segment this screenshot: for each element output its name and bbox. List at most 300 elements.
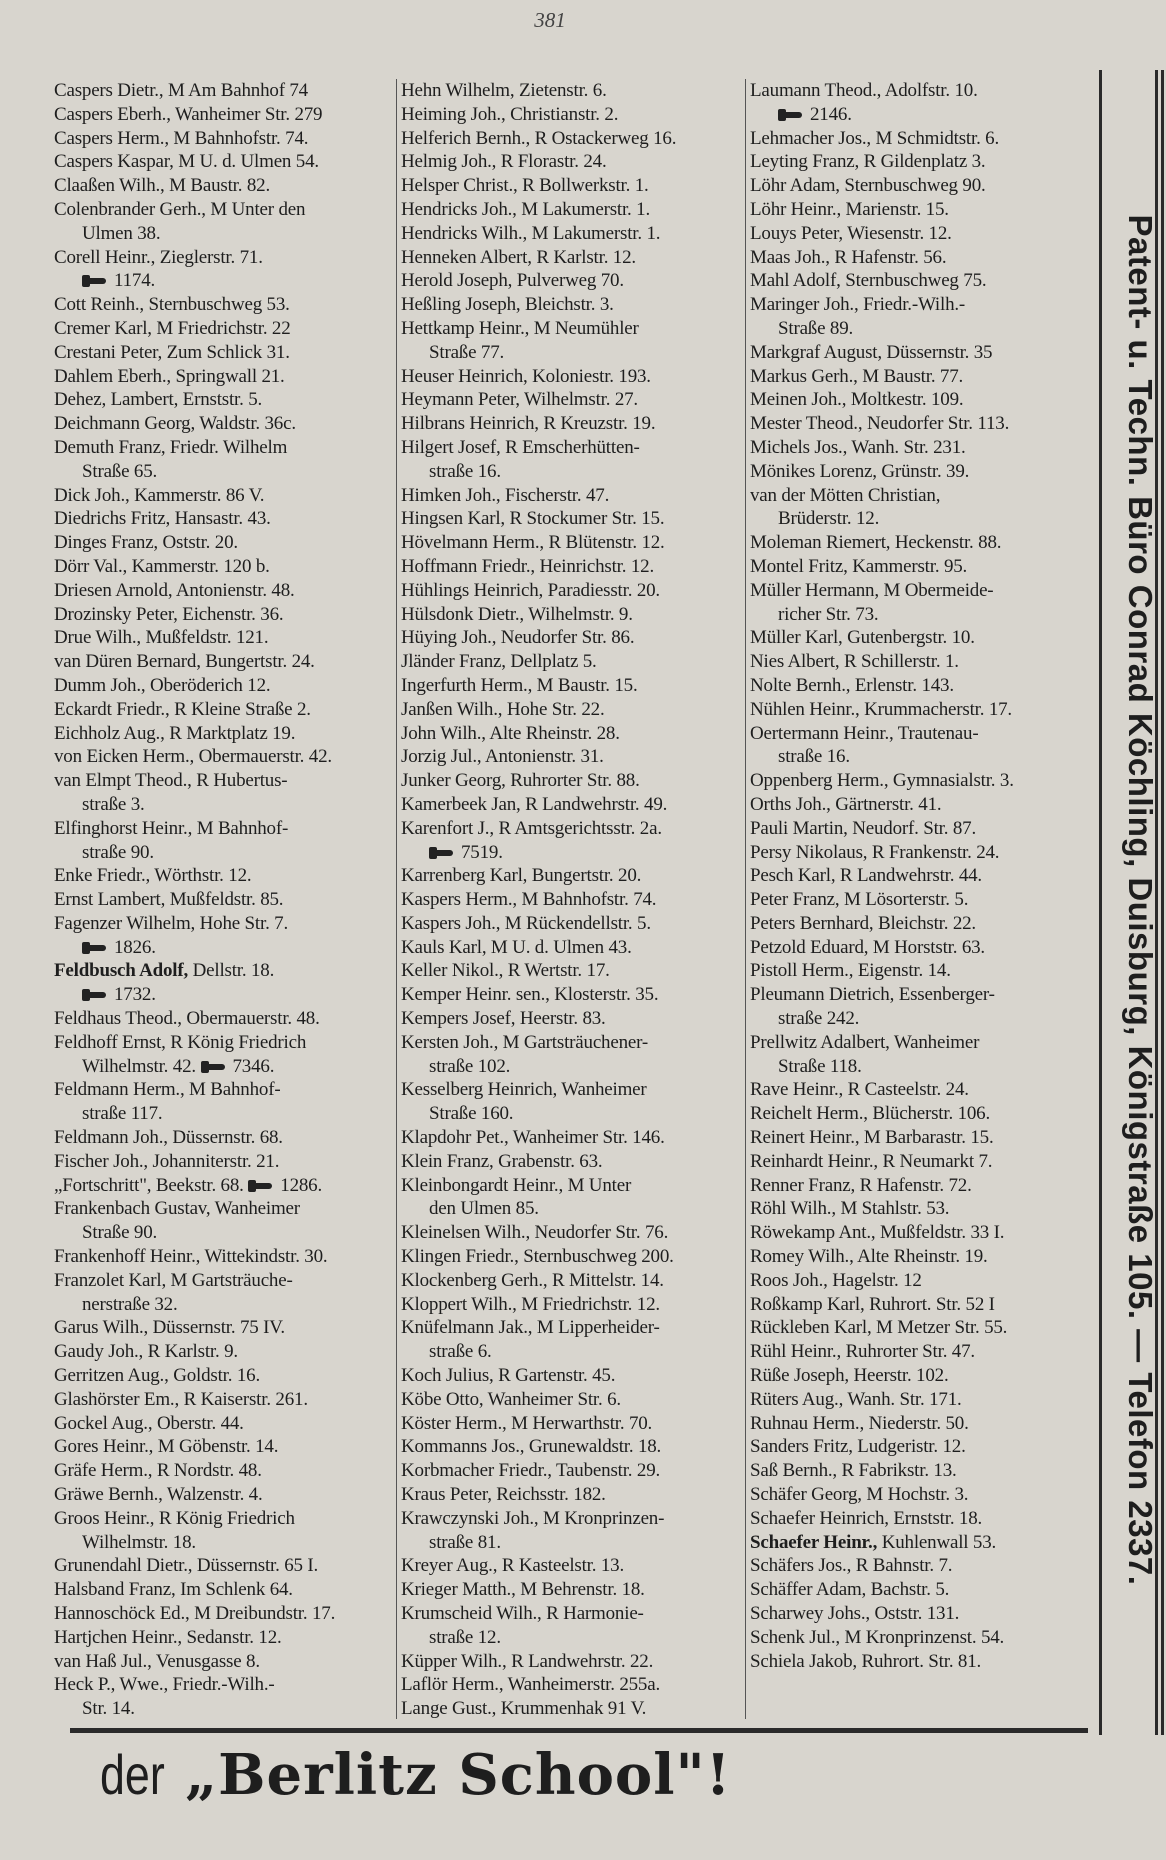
entry-continuation-line <box>54 983 396 1007</box>
entry-text: Löhr Heinr., Marienstr. 15. <box>750 198 949 220</box>
entry-text: Hüying Joh., Neudorfer Str. 86. <box>401 627 635 649</box>
entry-text: Kamerbeek Jan, R Landwehrstr. 49. <box>401 793 668 815</box>
entry-text: Maringer Joh., Friedr.-Wilh.- <box>750 294 966 316</box>
directory-entry <box>54 1031 396 1055</box>
entry-text: Hülsdonk Dietr., Wilhelmstr. 9. <box>401 603 633 625</box>
entry-text: Schiela Jakob, Ruhrort. Str. 81. <box>750 1650 982 1672</box>
entry-text: Krumscheid Wilh., R Harmonie- <box>401 1603 644 1624</box>
directory-entry <box>401 769 745 793</box>
directory-entry <box>750 1245 1092 1269</box>
directory-entry <box>401 1507 745 1531</box>
entry-text: Mahl Adolf, Sternbuschweg 75. <box>750 270 987 292</box>
directory-entry <box>401 1578 745 1602</box>
directory-entry <box>54 1269 396 1293</box>
telephone-icon <box>82 942 108 954</box>
directory-entry <box>401 793 745 817</box>
entry-text: Hilbrans Heinrich, R Kreuzstr. 19. <box>401 413 656 435</box>
directory-entry <box>750 1102 1092 1126</box>
entry-text: Kemper Heinr. sen., Klosterstr. 35. <box>401 984 659 1006</box>
entry-text: Hoffmann Friedr., Heinrichstr. 12. <box>401 555 655 577</box>
directory-entry <box>750 674 1092 698</box>
directory-entry <box>54 864 396 888</box>
directory-entry <box>54 531 396 555</box>
entry-text: Leyting Franz, R Gildenplatz 3. <box>750 151 986 173</box>
entry-text: Halsband Franz, Im Schlenk 64. <box>54 1579 293 1601</box>
entry-text: Kleinelsen Wilh., Neudorfer Str. 76. <box>401 1222 669 1244</box>
entry-text: Schäfers Jos., R Bahnstr. 7. <box>750 1555 953 1577</box>
entry-text: Crestani Peter, Zum Schlick 31. <box>54 341 290 363</box>
directory-entry <box>750 1554 1092 1578</box>
entry-text: Straße 65. <box>82 460 158 482</box>
entry-text: John Wilh., Alte Rheinstr. 28. <box>401 722 620 744</box>
entry-text: Kaspers Herm., M Bahnhofstr. 74. <box>401 889 657 911</box>
entry-text: Lehmacher Jos., M Schmidtstr. 6. <box>750 127 1000 149</box>
directory-entry <box>750 1602 1092 1626</box>
directory-entry <box>401 1412 745 1436</box>
directory-entry <box>750 79 1092 103</box>
directory-entry <box>54 1673 396 1697</box>
directory-entry <box>750 1269 1092 1293</box>
directory-entry <box>54 365 396 389</box>
directory-entry <box>54 150 396 174</box>
directory-entry <box>54 888 396 912</box>
directory-entry <box>54 1388 396 1412</box>
directory-entry <box>54 174 396 198</box>
entry-text: Diedrichs Fritz, Hansastr. 43. <box>54 508 271 530</box>
directory-entry <box>54 579 396 603</box>
directory-entry <box>54 769 396 793</box>
directory-entry <box>750 1626 1092 1650</box>
directory-entry <box>401 1602 745 1626</box>
directory-entry <box>54 246 396 270</box>
entry-text: Cott Reinh., Sternbuschweg 53. <box>54 294 290 316</box>
entry-text: Rüße Joseph, Heerstr. 102. <box>750 1365 949 1387</box>
directory-entry <box>750 1293 1092 1317</box>
entry-text: Hartjchen Heinr., Sedanstr. 12. <box>54 1626 282 1648</box>
directory-entry <box>401 1673 745 1697</box>
entry-text: Kommanns Jos., Grunewaldstr. 18. <box>401 1436 662 1458</box>
directory-entry <box>401 388 745 412</box>
directory-entry <box>750 412 1092 436</box>
directory-entry <box>401 222 745 246</box>
entry-text: Nolte Bernh., Erlenstr. 143. <box>750 674 954 696</box>
directory-entry <box>401 1221 745 1245</box>
entry-text: Henneken Albert, R Karlstr. 12. <box>401 246 636 268</box>
directory-entry <box>750 1388 1092 1412</box>
entry-text: nerstraße 32. <box>82 1293 178 1315</box>
entry-text: Oertermann Heinr., Trautenau- <box>750 722 979 744</box>
telephone-icon <box>82 989 108 1001</box>
entry-text: Müller Hermann, M Obermeide- <box>750 579 994 601</box>
directory-entry <box>750 1340 1092 1364</box>
advert-prefix: der <box>100 1743 165 1806</box>
directory-entry <box>750 1412 1092 1436</box>
entry-text: Reinert Heinr., M Barbarastr. 15. <box>750 1127 994 1149</box>
directory-entry <box>54 1174 396 1198</box>
entry-text: Markgraf August, Düssernstr. 35 <box>750 341 993 363</box>
entry-text: Maas Joh., R Hafenstr. 56. <box>750 246 947 268</box>
directory-entry <box>54 1459 396 1483</box>
entry-text: Jländer Franz, Dellplatz 5. <box>401 651 597 673</box>
directory-entry <box>54 745 396 769</box>
entry-text: Nühlen Heinr., Krummacherstr. 17. <box>750 698 1012 720</box>
entry-text: Heck P., Wwe., Friedr.-Wilh.- <box>54 1674 275 1696</box>
entry-text: Peters Bernhard, Bleichstr. 22. <box>750 912 976 934</box>
entry-text: Saß Bernh., R Fabrikstr. 13. <box>750 1460 957 1482</box>
directory-entry <box>401 555 745 579</box>
entry-text: den Ulmen 85. <box>429 1198 539 1220</box>
entry-continuation-line <box>54 1531 396 1555</box>
entry-text: Moleman Riemert, Heckenstr. 88. <box>750 532 1002 554</box>
directory-entry <box>750 912 1092 936</box>
entry-continuation-line <box>401 1197 745 1221</box>
entry-text: Kaspers Joh., M Rückendellstr. 5. <box>401 912 651 934</box>
entry-text: Deichmann Georg, Waldstr. 36c. <box>54 413 296 435</box>
directory-entry <box>54 1578 396 1602</box>
directory-entry <box>401 936 745 960</box>
directory-entry <box>750 1650 1092 1674</box>
entry-continuation-line <box>401 841 745 865</box>
telephone-icon <box>201 1061 227 1073</box>
entry-text: Montel Fritz, Kammerstr. 95. <box>750 555 968 577</box>
directory-entry <box>54 1316 396 1340</box>
entry-text: Hingsen Karl, R Stockumer Str. 15. <box>401 508 665 530</box>
entry-text: Heiming Joh., Christianstr. 2. <box>401 103 619 125</box>
entry-continuation-line <box>54 222 396 246</box>
directory-entry <box>54 198 396 222</box>
entry-text: Kempers Josef, Heerstr. 83. <box>401 1008 606 1030</box>
entry-text: Straße 160. <box>429 1103 514 1125</box>
entry-text: Caspers Eberh., Wanheimer Str. 279 <box>54 103 323 125</box>
directory-entry <box>54 1078 396 1102</box>
entry-text: Gockel Aug., Oberstr. 44. <box>54 1412 244 1434</box>
directory-entry <box>54 1126 396 1150</box>
telephone-icon <box>778 109 804 121</box>
entry-text: Gerritzen Aug., Goldstr. 16. <box>54 1365 261 1387</box>
entry-text: Peter Franz, M Lösorterstr. 5. <box>750 889 969 911</box>
entry-text: Eckardt Friedr., R Kleine Straße 2. <box>54 698 311 720</box>
entry-text: Ernst Lambert, Mußfeldstr. 85. <box>54 889 284 911</box>
entry-text: Helmig Joh., R Florastr. 24. <box>401 151 607 173</box>
telephone-icon <box>248 1180 274 1192</box>
directory-entry <box>54 1554 396 1578</box>
entry-text: Brüderstr. 12. <box>778 508 880 530</box>
entry-text: Kloppert Wilh., M Friedrichstr. 12. <box>401 1293 660 1315</box>
entry-text: Röwekamp Ant., Mußfeldstr. 33 I. <box>750 1222 1005 1244</box>
directory-entry <box>750 293 1092 317</box>
entry-text: Drue Wilh., Mußfeldstr. 121. <box>54 627 269 649</box>
entry-text: Schäffer Adam, Bachstr. 5. <box>750 1579 950 1601</box>
entry-text: Enke Friedr., Wörthstr. 12. <box>54 865 252 887</box>
entry-text: Franzolet Karl, M Gartsträuche- <box>54 1269 293 1291</box>
entry-text: Heymann Peter, Wilhelmstr. 27. <box>401 389 638 411</box>
directory-entry <box>750 983 1092 1007</box>
entry-text: Straße 118. <box>778 1055 862 1077</box>
phone-number: 1174. <box>114 270 156 292</box>
entry-continuation-line <box>54 1221 396 1245</box>
entry-text: Helsper Christ., R Bollwerkstr. 1. <box>401 175 649 197</box>
entry-text: Roßkamp Karl, Ruhrort. Str. 52 I <box>750 1293 995 1315</box>
directory-entry <box>54 507 396 531</box>
entry-text: Schaefer Heinrich, Ernststr. 18. <box>750 1507 983 1529</box>
entry-text: Klingen Friedr., Sternbuschweg 200. <box>401 1246 674 1268</box>
phone-number: 7346. <box>232 1055 275 1077</box>
entry-text: Hannoschöck Ed., M Dreibundstr. 17. <box>54 1603 336 1624</box>
directory-entry <box>750 150 1092 174</box>
phone-number: 1826. <box>114 936 156 958</box>
entry-text: van Haß Jul., Venusgasse 8. <box>54 1650 260 1672</box>
entry-text: Köster Herm., M Herwarthstr. 70. <box>401 1412 653 1434</box>
entry-text: von Eicken Herm., Obermauerstr. 42. <box>54 746 332 768</box>
entry-text: Frankenbach Gustav, Wanheimer <box>54 1198 300 1220</box>
entry-text: Karenfort J., R Amtsgerichtsstr. 2a. <box>401 817 662 839</box>
entry-text: Demuth Franz, Friedr. Wilhelm <box>54 436 288 458</box>
directory-entry <box>750 936 1092 960</box>
bottom-divider <box>70 1728 1088 1733</box>
entry-text: straße 117. <box>82 1103 163 1125</box>
entry-text: Meinen Joh., Moltkestr. 109. <box>750 389 964 411</box>
directory-entry <box>750 1507 1092 1531</box>
entry-continuation-line <box>401 1340 745 1364</box>
entry-text: Persy Nikolaus, R Frankenstr. 24. <box>750 841 1000 863</box>
entry-text: Driesen Arnold, Antonienstr. 48. <box>54 579 295 601</box>
entry-continuation-line <box>54 269 396 293</box>
directory-entry <box>750 484 1092 508</box>
directory-entry <box>54 412 396 436</box>
entry-text: Laflör Herm., Wanheimerstr. 255a. <box>401 1674 661 1696</box>
entry-text: Himken Joh., Fischerstr. 47. <box>401 484 610 506</box>
entry-continuation-line <box>750 103 1092 127</box>
entry-text: Feldmann Joh., Düssernstr. 68. <box>54 1127 283 1149</box>
directory-entry <box>401 1435 745 1459</box>
entry-text: Lange Gust., Krummenhak 91 V. <box>401 1698 647 1720</box>
entry-text: Pesch Karl, R Landwehrstr. 44. <box>750 865 982 887</box>
directory-entry <box>750 1150 1092 1174</box>
entry-continuation-line <box>750 745 1092 769</box>
page-number: 381 <box>534 8 566 32</box>
directory-entry <box>750 1459 1092 1483</box>
entry-text: Klapdohr Pet., Wanheimer Str. 146. <box>401 1127 665 1149</box>
directory-entry <box>54 650 396 674</box>
directory-entry <box>750 1316 1092 1340</box>
entry-continuation-line <box>750 507 1092 531</box>
directory-entry <box>401 1483 745 1507</box>
entry-continuation-line <box>401 1055 745 1079</box>
entry-text: Feldhoff Ernst, R König Friedrich <box>54 1031 307 1053</box>
entry-text: Feldhaus Theod., Obermauerstr. 48. <box>54 1008 320 1030</box>
directory-entry <box>401 1269 745 1293</box>
entry-text: Jorzig Jul., Antonienstr. 31. <box>401 746 604 768</box>
directory-entry <box>401 127 745 151</box>
directory-entry <box>401 293 745 317</box>
entry-text: Rüters Aug., Wanh. Str. 171. <box>750 1388 962 1410</box>
entry-text: Pauli Martin, Neudorf. Str. 87. <box>750 817 977 839</box>
entry-text: Prellwitz Adalbert, Wanheimer <box>750 1031 980 1053</box>
directory-entry <box>54 1483 396 1507</box>
directory-entry <box>54 626 396 650</box>
entry-text: Köbe Otto, Wanheimer Str. 6. <box>401 1388 621 1410</box>
entry-text: Reichelt Herm., Blücherstr. 106. <box>750 1103 991 1125</box>
entry-text: Hettkamp Heinr., M Neumühler <box>401 317 639 339</box>
directory-entry <box>401 198 745 222</box>
directory-entry <box>54 293 396 317</box>
directory-entry <box>401 103 745 127</box>
directory-entry <box>54 1364 396 1388</box>
directory-entry <box>750 959 1092 983</box>
directory-entry <box>54 1150 396 1174</box>
directory-entry <box>54 1412 396 1436</box>
entry-text: Gaudy Joh., R Karlstr. 9. <box>54 1341 238 1363</box>
entry-text: Ulmen 38. <box>82 222 161 244</box>
entry-text: Sanders Fritz, Ludgeristr. 12. <box>750 1436 966 1458</box>
entry-text: Schenk Jul., M Kronprinzenst. 54. <box>750 1626 1005 1648</box>
directory-entry <box>401 579 745 603</box>
entry-text: Eichholz Aug., R Marktplatz 19. <box>54 722 296 744</box>
directory-entry <box>54 1007 396 1031</box>
directory-entry <box>401 1316 745 1340</box>
entry-text: richer Str. 73. <box>778 603 879 625</box>
entry-text: Pleumann Dietrich, Essenberger- <box>750 984 995 1006</box>
directory-entry <box>750 1531 1092 1555</box>
side-advert: Patent- u. Techn. Büro Conrad Köchling, Duisburg, Königstraße 105. — Telefon 2337. <box>1122 214 1159 1586</box>
entry-text: Gores Heinr., M Göbenstr. 14. <box>54 1436 279 1458</box>
directory-entry <box>401 1650 745 1674</box>
entry-text: Mester Theod., Neudorfer Str. 113. <box>750 413 1010 435</box>
entry-text: Caspers Kaspar, M U. d. Ulmen 54. <box>54 151 319 173</box>
directory-entry <box>401 888 745 912</box>
directory-entry <box>401 674 745 698</box>
directory-entry <box>54 103 396 127</box>
directory-entry <box>401 484 745 508</box>
entry-text: Oppenberg Herm., Gymnasialstr. 3. <box>750 770 1014 792</box>
entry-text: straße 242. <box>778 1008 860 1030</box>
entry-text: Dinges Franz, Oststr. 20. <box>54 532 238 554</box>
entry-text: Michels Jos., Wanh. Str. 231. <box>750 436 966 458</box>
directory-entry <box>750 341 1092 365</box>
entry-text: Laumann Theod., Adolfstr. 10. <box>750 80 978 101</box>
entry-text: Röhl Wilh., M Stahlstr. 53. <box>750 1198 950 1220</box>
directory-entry <box>401 507 745 531</box>
directory-entry <box>54 555 396 579</box>
directory-entry <box>750 1197 1092 1221</box>
entry-text: Dellstr. 18. <box>192 960 275 982</box>
entry-text: Dehez, Lambert, Ernststr. 5. <box>54 389 263 411</box>
directory-entry <box>54 674 396 698</box>
entry-text: Kreyer Aug., R Kasteelstr. 13. <box>401 1555 625 1577</box>
entry-continuation-line <box>54 1102 396 1126</box>
entry-text: Renner Franz, R Hafenstr. 72. <box>750 1174 972 1196</box>
directory-entry <box>54 1197 396 1221</box>
entry-text: Hendricks Wilh., M Lakumerstr. 1. <box>401 222 661 244</box>
entry-text: Scharwey Johs., Oststr. 131. <box>750 1603 960 1624</box>
entry-text: van Düren Bernard, Bungertstr. 24. <box>54 651 315 673</box>
directory-entry <box>750 1078 1092 1102</box>
directory-entry <box>401 1126 745 1150</box>
directory-entry <box>750 1483 1092 1507</box>
entry-continuation-line <box>54 1055 396 1079</box>
entry-text: Heuser Heinrich, Koloniestr. 193. <box>401 365 651 387</box>
telephone-icon <box>429 847 455 859</box>
entry-text: Keller Nikol., R Wertstr. 17. <box>401 960 610 982</box>
entry-continuation-line <box>54 936 396 960</box>
entry-text: Elfinghorst Heinr., M Bahnhof- <box>54 817 289 839</box>
entry-text: Kraus Peter, Reichsstr. 182. <box>401 1484 606 1506</box>
entry-text: Rave Heinr., R Casteelstr. 24. <box>750 1079 969 1101</box>
directory-entry <box>54 127 396 151</box>
directory-entry <box>54 341 396 365</box>
directory-entry <box>401 864 745 888</box>
entry-continuation-line <box>401 460 745 484</box>
directory-entry <box>750 127 1092 151</box>
directory-entry <box>750 698 1092 722</box>
entry-text: Wilhelmstr. 18. <box>82 1531 196 1553</box>
directory-entry <box>401 650 745 674</box>
entry-text: Caspers Dietr., M Am Bahnhof 74 <box>54 80 308 101</box>
directory-entry <box>401 1174 745 1198</box>
entry-text: Colenbrander Gerh., M Unter den <box>54 198 306 220</box>
directory-entry <box>401 317 745 341</box>
entry-text: van Elmpt Theod., R Hubertus- <box>54 770 288 792</box>
directory-entry <box>54 388 396 412</box>
entry-text: Romey Wilh., Alte Rheinstr. 19. <box>750 1246 988 1268</box>
entry-bold-name: Feldbusch Adolf, <box>54 960 189 982</box>
directory-entry <box>750 531 1092 555</box>
directory-entry <box>401 365 745 389</box>
entry-text: Krawczynski Joh., M Kronprinzen- <box>401 1507 665 1529</box>
entry-text: Claaßen Wilh., M Baustr. 82. <box>54 175 270 197</box>
entry-text: straße 3. <box>82 793 145 815</box>
berlitz-advert <box>100 1742 731 1808</box>
entry-text: Roos Joh., Hagelstr. 12 <box>750 1269 922 1291</box>
entry-continuation-line <box>401 1626 745 1650</box>
directory-entry <box>54 817 396 841</box>
entry-text: Straße 77. <box>429 341 505 363</box>
entry-continuation-line <box>750 603 1092 627</box>
directory-entry <box>401 246 745 270</box>
entry-text: straße 12. <box>429 1626 501 1648</box>
directory-entry <box>54 1245 396 1269</box>
directory-entry <box>401 150 745 174</box>
entry-text: straße 102. <box>429 1055 511 1077</box>
directory-entry <box>750 722 1092 746</box>
entry-text: Drozinsky Peter, Eichenstr. 36. <box>54 603 284 625</box>
directory-entry <box>401 174 745 198</box>
entry-text: Glashörster Em., R Kaiserstr. 261. <box>54 1388 308 1410</box>
directory-entry <box>401 1245 745 1269</box>
entry-continuation-line <box>401 1531 745 1555</box>
directory-entry <box>401 603 745 627</box>
entry-text: Dörr Val., Kammerstr. 120 b. <box>54 555 270 577</box>
entry-text: Junker Georg, Ruhrorter Str. 88. <box>401 770 640 792</box>
directory-entry <box>54 1435 396 1459</box>
directory-entry <box>54 1602 396 1626</box>
entry-text: Hilgert Josef, R Emscherhütten- <box>401 436 640 458</box>
entry-text: Hühlings Heinrich, Paradiesstr. 20. <box>401 579 660 601</box>
directory-column-3 <box>745 79 1092 1719</box>
entry-text: Petzold Eduard, M Horststr. 63. <box>750 936 985 958</box>
directory-entry <box>750 365 1092 389</box>
directory-entry <box>401 1459 745 1483</box>
directory-entry <box>401 722 745 746</box>
entry-text: Hehn Wilhelm, Zietenstr. 6. <box>401 80 607 101</box>
entry-text: straße 6. <box>429 1341 492 1363</box>
directory-entry <box>54 912 396 936</box>
entry-continuation-line <box>750 1055 1092 1079</box>
directory-entry <box>54 603 396 627</box>
directory-entry <box>401 959 745 983</box>
phone-number: 2146. <box>810 103 852 125</box>
directory-entry <box>401 1293 745 1317</box>
